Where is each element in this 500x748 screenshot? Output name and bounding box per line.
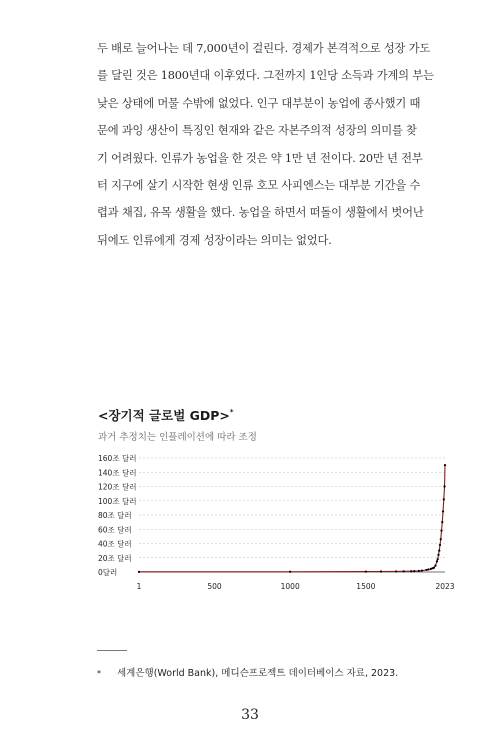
gdp-data-point xyxy=(395,570,397,572)
chart-title-text: <장기적 글로벌 GDP> xyxy=(98,408,230,423)
y-tick-label: 160조 달러 xyxy=(98,454,137,463)
footnote xyxy=(97,665,477,679)
body-line: 낮은 상태에 머물 수밖에 없었다. 인구 대부분이 농업에 종사했기 때 xyxy=(97,96,421,110)
gdp-data-point xyxy=(440,538,442,540)
gdp-data-point xyxy=(410,570,412,572)
y-tick-label: 60조 달러 xyxy=(98,525,132,535)
page-number: 33 xyxy=(241,707,259,723)
gdp-data-point xyxy=(443,498,445,500)
body-line: 터 지구에 살기 시작한 현생 인류 호모 사피엔스는 대부분 기간을 수 xyxy=(97,179,421,193)
y-tick-label: 100조 달러 xyxy=(98,496,137,506)
gdp-data-point xyxy=(365,570,367,572)
body-line: 두 배로 늘어나는 데 7,000년이 걸린다. 경제가 본격적으로 성장 가도 xyxy=(97,42,431,55)
gdp-data-point xyxy=(427,568,429,570)
x-tick-label: 500 xyxy=(207,582,222,591)
x-tick-label: 1000 xyxy=(280,582,300,591)
gdp-data-point xyxy=(138,571,140,573)
chart-series xyxy=(138,464,446,573)
x-tick-label: 1500 xyxy=(356,582,376,591)
body-line: 기 어려웠다. 인류가 농업을 한 것은 약 1만 년 전이다. 20만 년 전부 xyxy=(97,151,423,165)
y-tick-label: 20조 달러 xyxy=(98,553,132,563)
gdp-data-point xyxy=(444,464,446,466)
gdp-data-point xyxy=(438,550,440,552)
gdp-data-point xyxy=(441,521,443,523)
y-tick-label: 140조 달러 xyxy=(98,468,137,478)
chart-subtitle: 과거 추정치는 인플레이션에 따라 조정 xyxy=(98,432,257,443)
chart-axes xyxy=(98,453,455,591)
gdp-data-point xyxy=(418,570,420,572)
footnote-text: 세계은행(World Bank), 메디슨프로젝트 데이터베이스 자료, 2023. xyxy=(117,668,399,679)
gdp-data-point xyxy=(442,510,444,512)
gdp-data-point xyxy=(413,570,415,572)
gdp-data-point xyxy=(439,544,441,546)
body-line: 문에 과잉 생산이 특징인 현재와 같은 자본주의적 성장의 의미를 찾 xyxy=(97,124,417,138)
x-tick-label: 2023 xyxy=(435,582,455,591)
y-tick-label: 40조 달러 xyxy=(98,539,132,549)
chart-title-footnote-mark: * xyxy=(229,407,234,416)
gdp-data-point xyxy=(440,530,442,532)
body-line: 뒤에도 인류에게 경제 성장이라는 의미는 없었다. xyxy=(97,233,332,247)
gdp-data-point xyxy=(437,558,439,560)
gdp-data-point xyxy=(289,571,291,573)
y-tick-label: 80조 달러 xyxy=(98,511,132,520)
body-line: 렵과 채집, 유목 생활을 했다. 농업을 하면서 떠돌이 생활에서 벗어난 xyxy=(97,206,424,220)
x-tick-label: 1 xyxy=(136,582,142,591)
gdp-data-point xyxy=(421,570,423,572)
gdp-data-point xyxy=(433,567,435,569)
body-line: 를 달린 것은 1800년대 이후였다. 그전까지 1인당 소득과 가계의 부는 xyxy=(97,69,434,83)
y-tick-label: 0달러 xyxy=(98,568,118,577)
gdp-data-point xyxy=(425,569,427,571)
footnote-divider xyxy=(97,650,127,651)
y-tick-label: 120조 달러 xyxy=(98,482,137,492)
gdp-data-point xyxy=(436,560,438,562)
footnote-marker: * xyxy=(97,669,101,678)
chart-grid xyxy=(139,458,445,558)
gdp-data-point xyxy=(403,570,405,572)
gdp-data-point xyxy=(380,570,382,572)
gdp-data-point xyxy=(437,554,439,556)
gdp-data-point xyxy=(434,564,436,566)
gdp-series-line xyxy=(139,465,445,572)
gdp-data-point xyxy=(443,485,445,487)
